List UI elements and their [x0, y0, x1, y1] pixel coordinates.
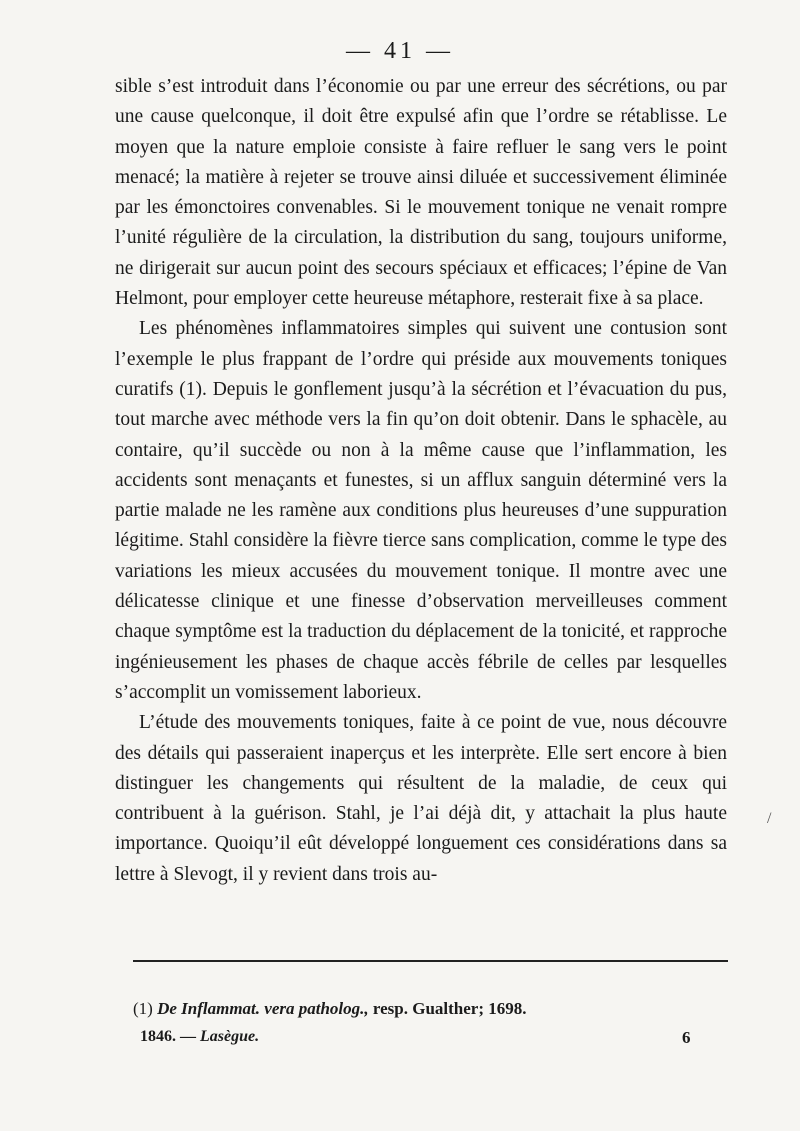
footnote-title: De Inflammat. vera patholog., — [157, 999, 369, 1018]
margin-mark: / — [767, 810, 772, 827]
footnote — [133, 999, 527, 1019]
page-number: — 41 — — [346, 38, 454, 64]
paragraph-1: sible s’est introduit dans l’économie ou par une erreur des sécrétions, ou par une cause quelconque, il doit être expulsé afin que l’ordre se rétablisse. Le moyen que la nature emploie consiste à faire refluer le sang vers le point menacé; la matière à rejeter se trouve ainsi diluée et successivement éliminée par les émonctoires convenables. Si le mouvement tonique ne venait rompre l’unité régulière de la circulation, la distribution du sang, toujours uniforme, ne dirigerait sur aucun point des secours spéciaux et efficaces; l’épine de Van Helmont, pour employer cette heureuse métaphore, resterait fixe à sa place. — [115, 76, 727, 310]
footnote-marker: (1) — [133, 999, 153, 1018]
paragraph-3: L’étude des mouvements toniques, faite à ce point de vue, nous découvre des détails qui passeraient inaperçus et les interprète. Elle sert encore à bien distinguer les changements qui résultent de la maladie, de ceux qui contribuent à la guérison. Stahl, je l’ai déjà dit, y attachait la plus haute importance. Quoiqu’il eût développé longuement ces considérations dans sa lettre à Slevogt, il y revient dans trois au- — [115, 712, 727, 885]
footnote-rule — [133, 960, 728, 962]
sheet-number: 6 — [682, 1028, 691, 1047]
signature-year: 1846. — — [140, 1028, 196, 1045]
printer-signature — [140, 1028, 259, 1046]
signature-author: Lasègue. — [200, 1028, 260, 1045]
footnote-rest: resp. Gualther; 1698. — [372, 999, 527, 1018]
paragraph-2: Les phénomènes inflammatoires simples qui suivent une contusion sont l’exemple le plus frappant de l’ordre qui préside aux mouvements toniques curatifs (1). Depuis le gonflement jusqu’à la sécrétion et l’évacuation du pus, tout marche avec méthode vers la fin qu’on doit obtenir. Dans le sphacèle, au contaire, qu’il succède ou non à la même cause que l’inflammation, les accidents sont menaçants et funestes, si un afflux sanguin déterminé vers la partie malade ne les ramène aux conditions plus heureuses d’une suppuration légitime. Stahl considère la fièvre tierce sans complication, comme le type des variations les mieux accusées du mouvement tonique. Il montre avec une délicatesse clinique et une finesse d’observation merveilleuses comment chaque symptôme est la traduction du déplacement de la tonicité, et rapproche ingénieusement les phases de chaque accès fébrile de celles par lesquelles s’accomplit un vomissement laborieux. — [115, 318, 727, 703]
body-text — [115, 72, 727, 890]
